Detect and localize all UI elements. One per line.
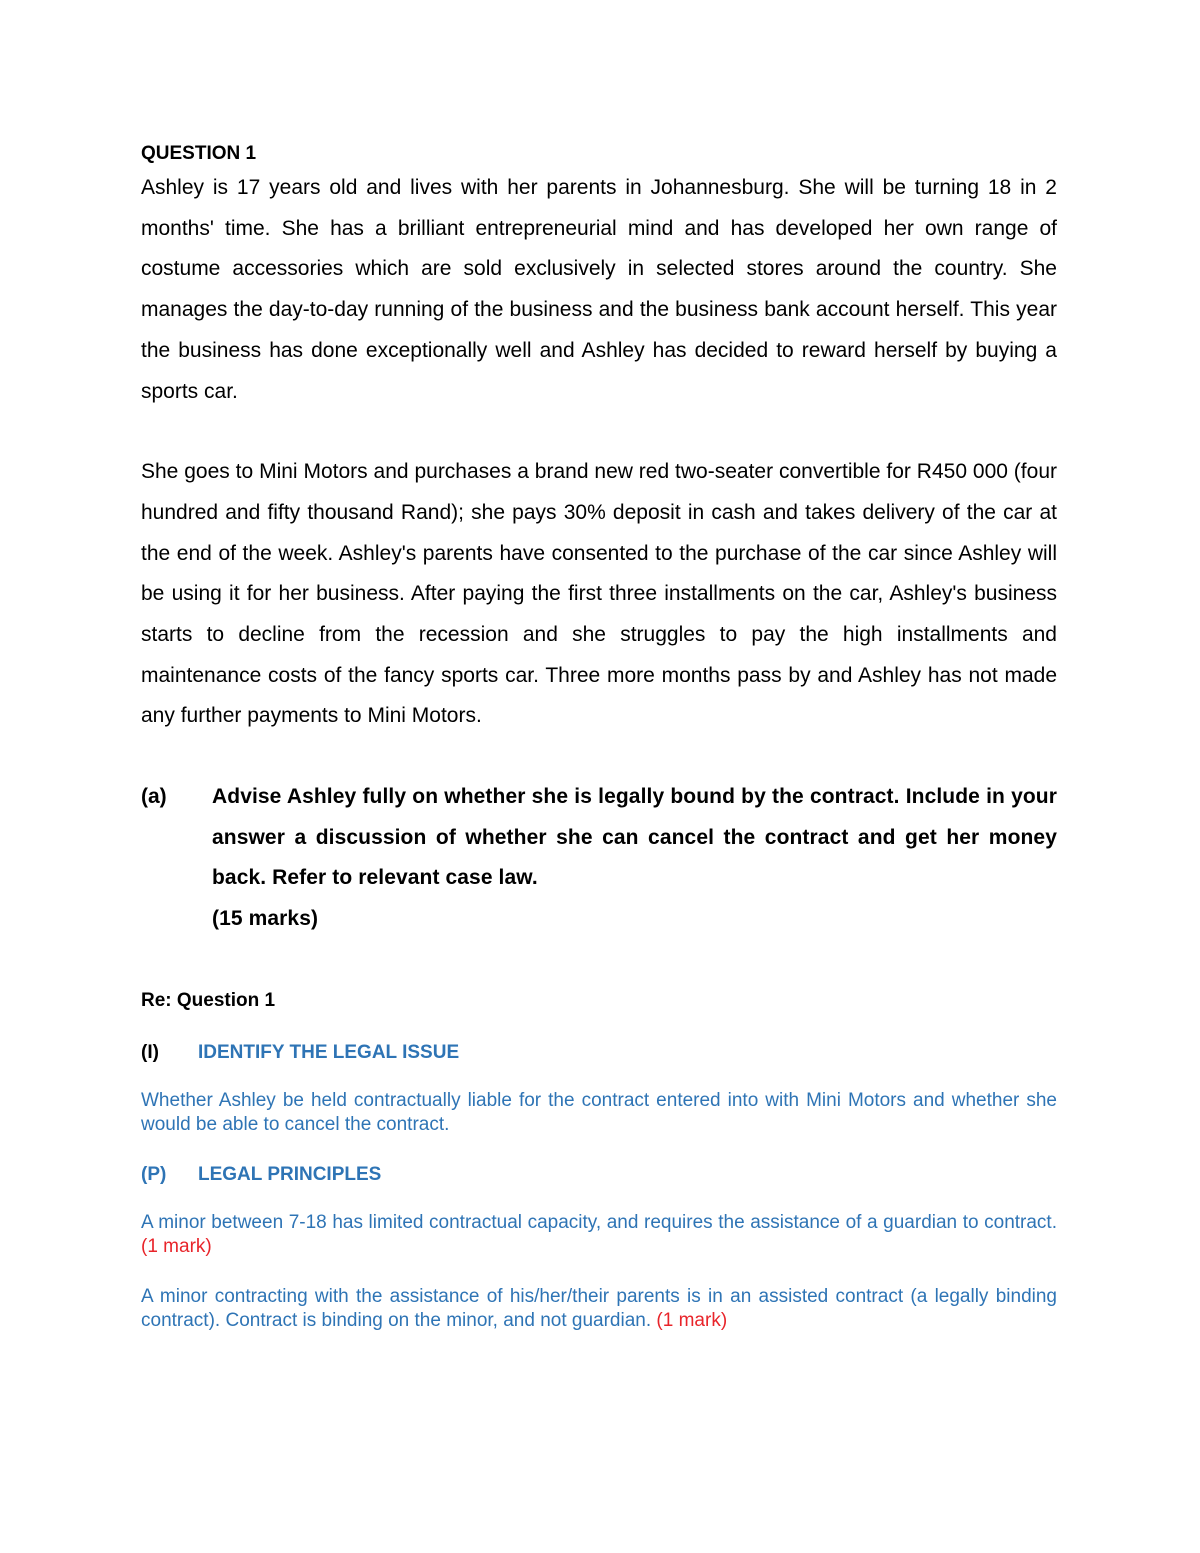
principle-text-1: A minor between 7-18 has limited contractual capacity, and requires the assistance of a guardian to contract. xyxy=(141,1212,1057,1234)
task-label: (a) xyxy=(141,785,167,809)
question-paragraph-1: Ashley is 17 years old and lives with her parents in Johannesburg. She will be turning 18 in 2 months' time. She has a brilliant entrepreneurial mind and has developed her own range of costume accessories which are sold exclusively in selected stores around the country. She manages the day-to-day running of the business and the business bank account herself. This year the business has done exceptionally well and Ashley has decided to reward herself by buying a sports car. xyxy=(141,176,1057,403)
document-page xyxy=(141,140,1057,1333)
task-text: Advise Ashley fully on whether she is legally bound by the contract. Include in your answer a discussion of whether she can cancel the contract and get her money back. Refer to relevant case law. xyxy=(212,785,1057,890)
principle-item-2 xyxy=(141,1285,1057,1333)
principle-text-2: A minor contracting with the assistance of his/her/their parents is in an assisted contract (a legally binding contract). Contract is binding on the minor, and not guardian. xyxy=(141,1286,1057,1332)
question-heading: QUESTION 1 xyxy=(141,143,257,164)
question-task xyxy=(141,777,1057,939)
principles-label: (P) xyxy=(141,1164,167,1186)
principles-heading xyxy=(141,1161,1057,1189)
issue-heading xyxy=(141,1039,1057,1067)
principles-title: LEGAL PRINCIPLES xyxy=(198,1164,382,1186)
issue-label: (I) xyxy=(141,1042,159,1064)
task-body xyxy=(212,777,1057,939)
issue-title: IDENTIFY THE LEGAL ISSUE xyxy=(198,1042,460,1064)
principle-mark-1: (1 mark) xyxy=(141,1236,212,1258)
answer-heading: Re: Question 1 xyxy=(141,990,276,1012)
principle-item-1 xyxy=(141,1211,1057,1259)
issue-text: Whether Ashley be held contractually liable for the contract entered into with Mini Motors and whether she would be able to cancel the contract. xyxy=(141,1090,1057,1136)
principle-mark-2: (1 mark) xyxy=(656,1310,728,1332)
question-paragraph-2: She goes to Mini Motors and purchases a brand new red two-seater convertible for R450 000 (four hundred and fifty thousand Rand); she pays 30% deposit in cash and takes delivery of the car at the end of the week. Ashley's parents have consented to the purchase of the car since Ashley will be using it for her business. After paying the first three installments on the car, Ashley's business starts to decline from the recession and she struggles to pay the high installments and maintenance costs of the fancy sports car. Three more months pass by and Ashley has not made any further payments to Mini Motors. xyxy=(141,460,1057,728)
task-marks: (15 marks) xyxy=(212,906,319,930)
